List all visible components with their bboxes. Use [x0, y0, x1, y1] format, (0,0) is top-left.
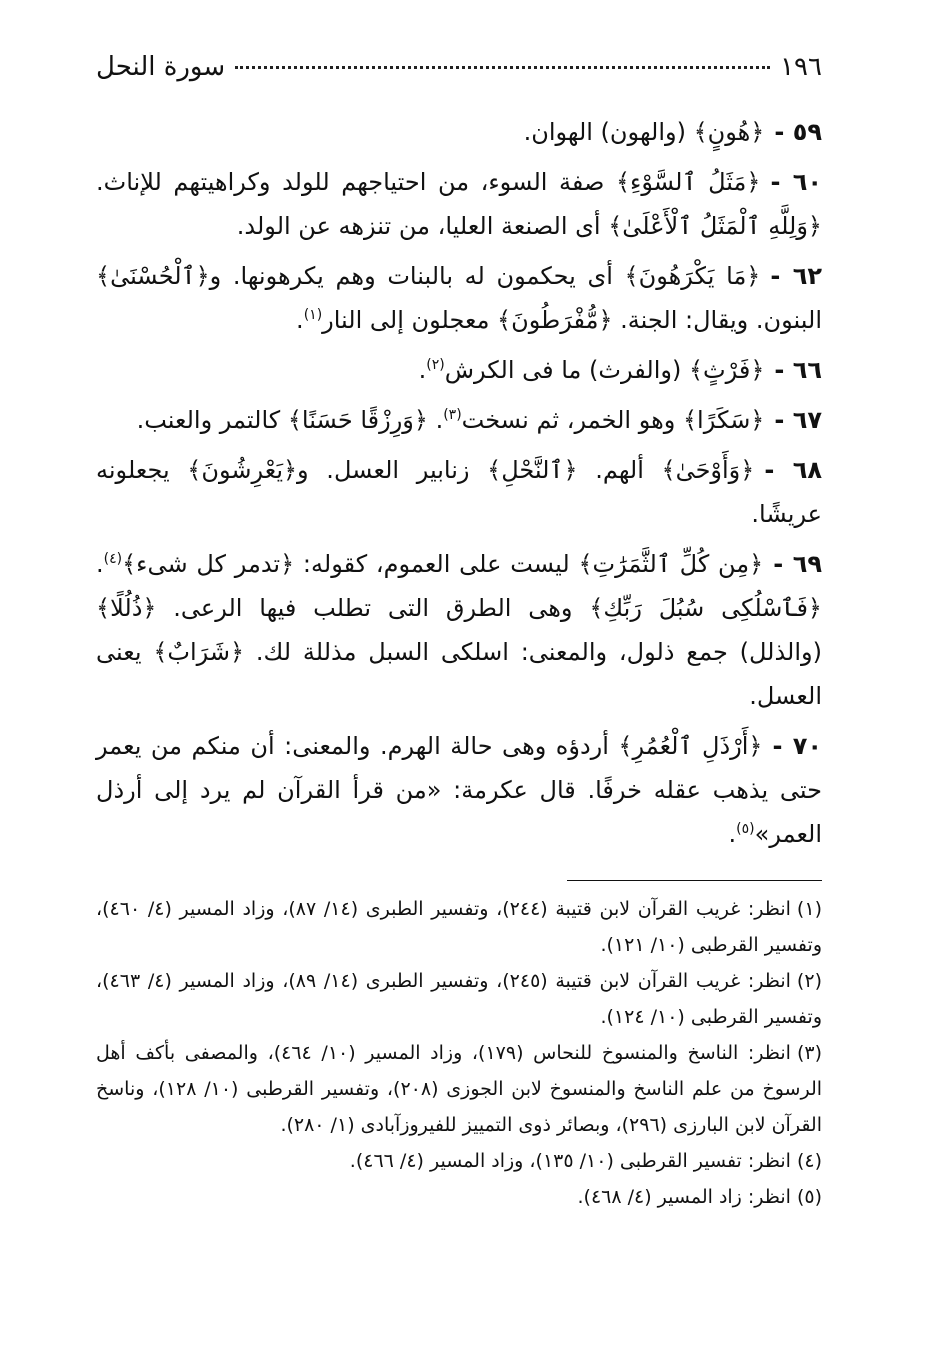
entry-70 [96, 724, 822, 856]
header-dotted-leader [235, 66, 770, 69]
footnote-ref: (٥) [736, 821, 755, 837]
footnote-text: انظر: الناسخ والمنسوخ للنحاس (١٧٩)، وزاد المسير (١٠/ ٤٦٤)، والمصفى بأكف أهل الرسوخ من علم الناسخ والمنسوخ لابن الجوزى (٢٠٨)، وتفسير القرطبى (١٠/ ١٢٨)، وناسخ القرآن لابن البارزى (٢٩٦)، وبصائر ذوى التمييز للفيروزآبادى (١/ ٢٨٠). [96, 1042, 823, 1136]
footnote-ref: (٢) [426, 357, 445, 373]
entry-59 [96, 110, 822, 154]
entry-number: ٦٢ - [770, 262, 822, 290]
entry-text: ﴿مِن كُلِّ ٱلثَّمَرَٰتِ﴾ ليست على العموم، كقوله: ﴿تدمر كل شىء﴾ [122, 550, 764, 578]
entry-text: ﴿سَكَرًا﴾ وهو الخمر، ثم نسخت [461, 406, 765, 434]
footnote-2 [96, 963, 822, 1035]
entry-text: ﴿فَرْثٍ﴾ (والفرث) ما فى الكرش [444, 356, 765, 384]
footnote-ref: (٤) [103, 551, 123, 567]
entry-text: ﴿مَا يَكْرَهُونَ﴾ أى يحكمون له بالبنات وهم يكرهونها. و﴿ٱلْحُسْنَىٰ﴾ البنون. ويقال: الجنة. ﴿مُّفْرَطُونَ﴾ معجلون إلى النار [96, 262, 822, 334]
footnote-number: (٣) [796, 1042, 823, 1064]
footnote-ref: (١) [303, 307, 323, 323]
entry-text: ﴿مَثَلُ ٱلسَّوْءِ﴾ صفة السوء، من احتياجهم للولد وكراهيتهم للإناث. ﴿وَلِلَّهِ ٱلْمَثَلُ ٱلْأَعْلَىٰ﴾ أى الصنعة العليا، من تنزهه عن الولد. [96, 168, 822, 240]
footnote-5 [96, 1179, 822, 1215]
running-header [96, 52, 822, 92]
entry-tail: . [418, 356, 427, 384]
footnote-text: انظر: غريب القرآن لابن قتيبة (٢٤٤)، وتفسير الطبرى (١٤/ ٨٧)، وزاد المسير (٤/ ٤٦٠)، وتفسير القرطبى (١٠/ ١٢١). [96, 898, 822, 956]
commentary-body [96, 110, 822, 856]
footnote-1 [96, 891, 822, 963]
entry-tail: . [728, 820, 737, 848]
entry-60 [96, 160, 822, 248]
entry-67 [96, 398, 822, 442]
footnote-separator [567, 880, 822, 881]
footnote-3 [96, 1035, 822, 1143]
footnote-text: انظر: تفسير القرطبى (١٠/ ١٣٥)، وزاد المسير (٤/ ٤٦٦). [349, 1150, 791, 1172]
entry-number: ٦٨ - [764, 456, 822, 484]
entry-68 [96, 448, 822, 536]
footnote-text: انظر: غريب القرآن لابن قتيبة (٢٤٥)، وتفسير الطبرى (١٤/ ٨٩)، وزاد المسير (٤/ ٤٦٣)، وتفسير القرطبى (١٠/ ١٢٤). [96, 970, 822, 1028]
entry-number: ٦٦ - [774, 356, 822, 384]
entry-number: ٧٠ - [772, 732, 822, 760]
entry-text: ﴿أَرْذَلِ ٱلْعُمُرِ﴾ أردؤه وهى حالة الهرم. والمعنى: أن منكم من يعمر حتى يذهب عقله خرفًا. قال عكرمة: «من قرأ القرآن لم يرد إلى أرذل العمر» [96, 732, 822, 848]
page-number: ١٩٦ [780, 52, 822, 82]
entry-62 [96, 254, 822, 342]
footnote-number: (٥) [796, 1186, 822, 1208]
footnote-4 [96, 1143, 822, 1179]
footnote-text: انظر: زاد المسير (٤/ ٤٦٨). [577, 1186, 791, 1208]
entry-tail: . ﴿فَٱسْلُكِى سُبُلَ رَبِّكِ﴾ وهى الطرق التى تطلب فيها الرعى. ﴿ذُلُلًا﴾ (والذلل) جمع ذلول، والمعنى: اسلكى السبل مذللة لك. ﴿شَرَابٌ﴾ يعنى العسل. [96, 550, 822, 710]
entry-tail: . ﴿وَرِزْقًا حَسَنًا﴾ كالتمر والعنب. [136, 406, 444, 434]
entry-69 [96, 542, 822, 718]
surah-title: سورة النحل [96, 52, 226, 82]
entry-number: ٦٧ - [774, 406, 822, 434]
entry-tail: . [296, 306, 304, 334]
entry-text: ﴿وَأَوْحَىٰ﴾ ألهم. ﴿ٱلنَّحْلِ﴾ زنابير العسل. و﴿يَعْرِشُونَ﴾ يجعلونه عريشًا. [96, 456, 822, 528]
entry-66 [96, 348, 822, 392]
entry-number: ٦٠ - [770, 168, 822, 196]
entry-number: ٥٩ - [774, 118, 822, 146]
footnote-number: (٢) [796, 970, 822, 992]
footnote-number: (١) [796, 898, 822, 920]
entry-text: ﴿هُونٍ﴾ (والهون) الهوان. [523, 118, 765, 146]
footnote-number: (٤) [796, 1150, 822, 1172]
entry-number: ٦٩ - [773, 550, 822, 578]
footnote-ref: (٣) [443, 407, 462, 423]
footnotes [96, 891, 822, 1215]
